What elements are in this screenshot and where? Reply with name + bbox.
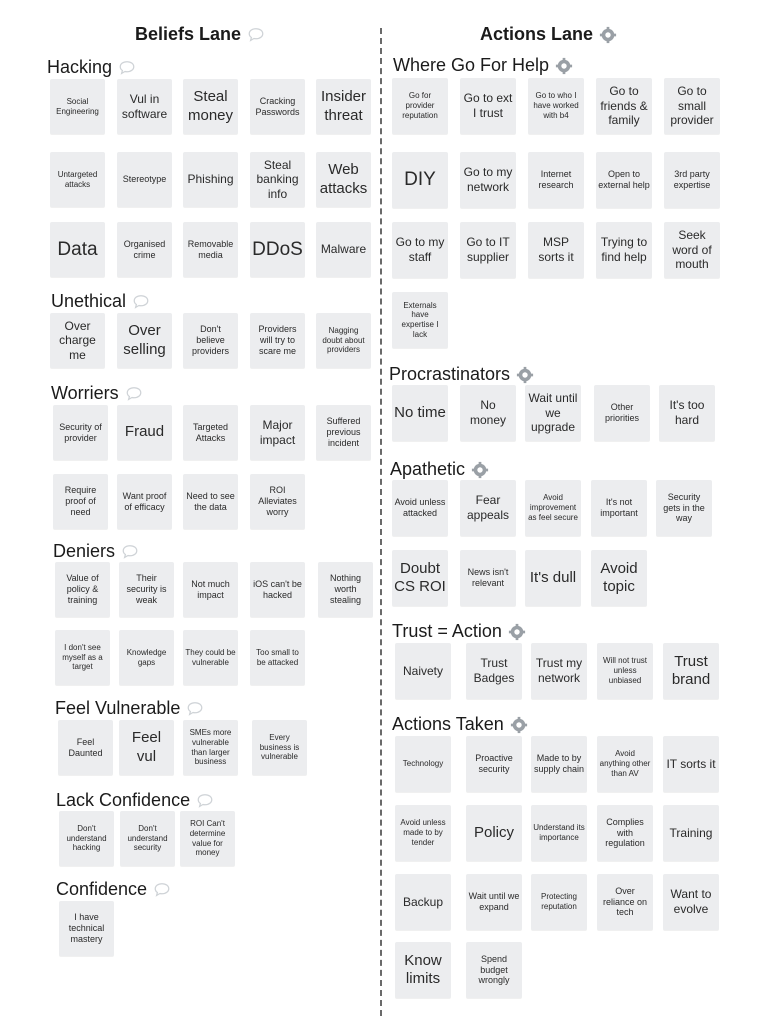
- sticky-note: ROI Can't determine value for money: [180, 811, 235, 866]
- group-title-actions-taken: Actions Taken: [392, 714, 528, 735]
- sticky-note: Avoid unless attacked: [392, 480, 448, 536]
- sticky-note: They could be vulnerable: [183, 630, 238, 685]
- gear-icon: [599, 26, 617, 44]
- sticky-note: Go to my network: [460, 152, 516, 208]
- sticky-note: Other priorities: [594, 385, 650, 441]
- sticky-note: Major impact: [250, 405, 305, 460]
- sticky-note: Backup: [395, 874, 451, 930]
- sticky-note: Trust Badges: [466, 643, 522, 699]
- group-title-unethical: Unethical: [51, 291, 150, 312]
- sticky-note: Suffered previous incident: [316, 405, 371, 460]
- sticky-note: Want proof of efficacy: [117, 474, 172, 529]
- sticky-note: Wait until we upgrade: [525, 385, 581, 441]
- sticky-note: Go to ext I trust: [460, 78, 516, 134]
- sticky-note: Naivety: [395, 643, 451, 699]
- sticky-note: Too small to be attacked: [250, 630, 305, 685]
- gear-icon: [471, 461, 489, 479]
- sticky-note: Training: [663, 805, 719, 861]
- sticky-note: Policy: [466, 805, 522, 861]
- sticky-note: Every business is vulnerable: [252, 720, 307, 775]
- sticky-note: IT sorts it: [663, 736, 719, 792]
- group-title-lack-confidence: Lack Confidence: [56, 790, 214, 811]
- sticky-note: No time: [392, 385, 448, 441]
- beliefs-lane-title: Beliefs Lane: [135, 24, 265, 45]
- sticky-note: ROI Alleviates worry: [250, 474, 305, 529]
- sticky-note: Protecting reputation: [531, 874, 587, 930]
- sticky-note: Steal banking info: [250, 152, 305, 207]
- group-title-where-go-for-help: Where Go For Help: [393, 55, 573, 76]
- sticky-note: Nagging doubt about providers: [316, 313, 371, 368]
- sticky-note: Data: [50, 222, 105, 277]
- sticky-note: Don't understand security: [120, 811, 175, 866]
- sticky-note: I don't see myself as a target: [55, 630, 110, 685]
- sticky-note: It's dull: [525, 550, 581, 606]
- actions-lane-title: Actions Lane: [480, 24, 617, 45]
- gear-icon: [510, 716, 528, 734]
- sticky-note: Technology: [395, 736, 451, 792]
- sticky-note: Complies with regulation: [597, 805, 653, 861]
- sticky-note: Wait until we expand: [466, 874, 522, 930]
- sticky-note: Made to by supply chain: [531, 736, 587, 792]
- group-title-confidence: Confidence: [56, 879, 171, 900]
- sticky-note: Feel Daunted: [58, 720, 113, 775]
- sticky-note: Internet research: [528, 152, 584, 208]
- sticky-note: Nothing worth stealing: [318, 562, 373, 617]
- speech-bubble-icon: [186, 700, 204, 718]
- sticky-note: Go for provider reputation: [392, 78, 448, 134]
- sticky-note: Understand its importance: [531, 805, 587, 861]
- speech-bubble-icon: [125, 385, 143, 403]
- sticky-note: Go to friends & family: [596, 78, 652, 134]
- speech-bubble-icon: [153, 881, 171, 899]
- sticky-note: Avoid improvement as feel secure: [525, 480, 581, 536]
- sticky-note: iOS can't be hacked: [250, 562, 305, 617]
- sticky-note: Over charge me: [50, 313, 105, 368]
- group-title-hacking: Hacking: [47, 57, 136, 78]
- sticky-note: Social Engineering: [50, 79, 105, 134]
- gear-icon: [516, 366, 534, 384]
- speech-bubble-icon: [118, 59, 136, 77]
- speech-bubble-icon: [121, 543, 139, 561]
- sticky-note: Will not trust unless unbiased: [597, 643, 653, 699]
- sticky-note: Malware: [316, 222, 371, 277]
- lane-divider: [380, 28, 382, 1016]
- sticky-note: Value of policy & training: [55, 562, 110, 617]
- sticky-note: It's not important: [591, 480, 647, 536]
- sticky-note: Spend budget wrongly: [466, 942, 522, 998]
- sticky-note: Need to see the data: [183, 474, 238, 529]
- sticky-note: Vul in software: [117, 79, 172, 134]
- sticky-note: I have technical mastery: [59, 901, 114, 956]
- sticky-note: Targeted Attacks: [183, 405, 238, 460]
- sticky-note: Fear appeals: [460, 480, 516, 536]
- speech-bubble-icon: [132, 293, 150, 311]
- sticky-note: Trying to find help: [596, 222, 652, 278]
- group-title-feel-vulnerable: Feel Vulnerable: [55, 698, 204, 719]
- sticky-note: MSP sorts it: [528, 222, 584, 278]
- group-title-deniers: Deniers: [53, 541, 139, 562]
- sticky-note: It's too hard: [659, 385, 715, 441]
- sticky-note: Externals have expertise I lack: [392, 292, 448, 348]
- sticky-note: DDoS: [250, 222, 305, 277]
- sticky-note: Avoid anything other than AV: [597, 736, 653, 792]
- sticky-note: Go to IT supplier: [460, 222, 516, 278]
- sticky-note: Untargeted attacks: [50, 152, 105, 207]
- sticky-note: Go to who I have worked with b4: [528, 78, 584, 134]
- sticky-note: Providers will try to scare me: [250, 313, 305, 368]
- sticky-note: Security gets in the way: [656, 480, 712, 536]
- group-title-worriers: Worriers: [51, 383, 143, 404]
- sticky-note: Phishing: [183, 152, 238, 207]
- sticky-note: Proactive security: [466, 736, 522, 792]
- sticky-note: Open to external help: [596, 152, 652, 208]
- sticky-note: Steal money: [183, 79, 238, 134]
- sticky-note: Go to small provider: [664, 78, 720, 134]
- sticky-note: Over selling: [117, 313, 172, 368]
- sticky-note: Organised crime: [117, 222, 172, 277]
- sticky-note: Want to evolve: [663, 874, 719, 930]
- sticky-note: Trust brand: [663, 643, 719, 699]
- speech-bubble-icon: [196, 792, 214, 810]
- sticky-note: DIY: [392, 152, 448, 208]
- sticky-note: Knowledge gaps: [119, 630, 174, 685]
- sticky-note: Go to my staff: [392, 222, 448, 278]
- sticky-note: Insider threat: [316, 79, 371, 134]
- sticky-note: Require proof of need: [53, 474, 108, 529]
- sticky-note: Don't believe providers: [183, 313, 238, 368]
- sticky-note: Seek word of mouth: [664, 222, 720, 278]
- sticky-note: SMEs more vulnerable than larger business: [183, 720, 238, 775]
- sticky-note: Not much impact: [183, 562, 238, 617]
- sticky-note: Avoid topic: [591, 550, 647, 606]
- sticky-note: 3rd party expertise: [664, 152, 720, 208]
- sticky-note: Web attacks: [316, 152, 371, 207]
- sticky-note: Know limits: [395, 942, 451, 998]
- group-title-apathetic: Apathetic: [390, 459, 489, 480]
- speech-bubble-icon: [247, 26, 265, 44]
- sticky-note: Avoid unless made to by tender: [395, 805, 451, 861]
- sticky-note: Trust my network: [531, 643, 587, 699]
- group-title-procrastinators: Procrastinators: [389, 364, 534, 385]
- sticky-note: Stereotype: [117, 152, 172, 207]
- gear-icon: [555, 57, 573, 75]
- sticky-note: Over reliance on tech: [597, 874, 653, 930]
- sticky-note: Fraud: [117, 405, 172, 460]
- gear-icon: [508, 623, 526, 641]
- sticky-note: News isn't relevant: [460, 550, 516, 606]
- group-title-trust-action: Trust = Action: [392, 621, 526, 642]
- sticky-note: Removable media: [183, 222, 238, 277]
- sticky-note: Security of provider: [53, 405, 108, 460]
- sticky-note: Doubt CS ROI: [392, 550, 448, 606]
- sticky-note: Cracking Passwords: [250, 79, 305, 134]
- sticky-note: Their security is weak: [119, 562, 174, 617]
- sticky-note: Don't understand hacking: [59, 811, 114, 866]
- sticky-note: No money: [460, 385, 516, 441]
- sticky-note: Feel vul: [119, 720, 174, 775]
